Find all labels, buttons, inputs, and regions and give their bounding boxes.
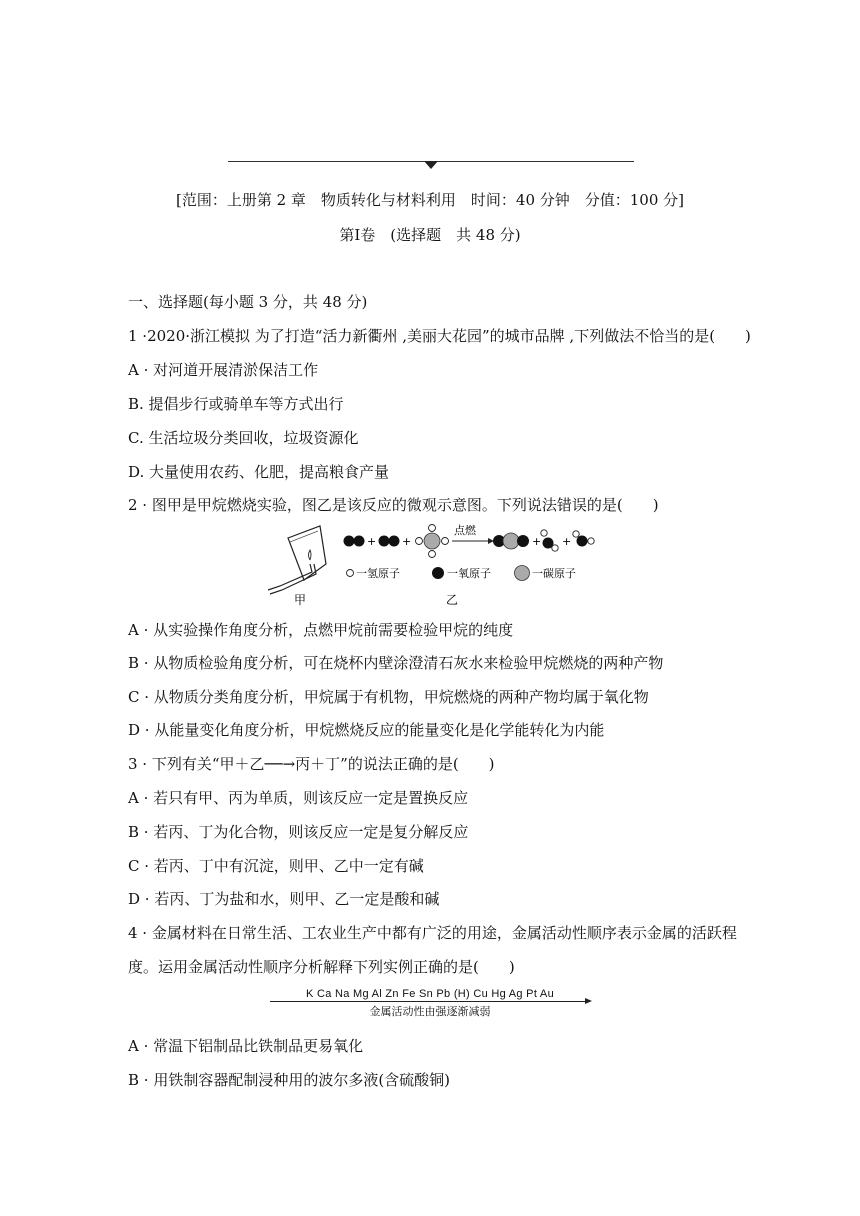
question-3-option-b: B · 若丙、丁为化合物，则该反应一定是复分解反应 (128, 823, 469, 841)
question-3-option-d: D · 若丙、丁为盐和水，则甲、乙一定是酸和碱 (128, 890, 440, 908)
figure-label-yi: 乙 (446, 593, 459, 607)
question-2-option-a: A · 从实验操作角度分析，点燃甲烷前需要检验甲烷的纯度 (128, 621, 514, 639)
activity-series-caption: 金属活动性由强逐渐减弱 (369, 1005, 491, 1018)
figure-label-jia: 甲 (294, 593, 307, 607)
question-4-option-b: B · 用铁制容器配制浸种用的波尔多液(含硫酸铜) (128, 1071, 451, 1089)
water-molecule-2 (573, 531, 594, 547)
section-title: 一、选择题(每小题 3 分，共 48 分) (128, 293, 368, 311)
question-3-stem: 3 · 下列有关“甲＋乙──→丙＋丁”的说法正确的是( ) (128, 755, 495, 773)
legend-carbon-marker (515, 566, 530, 581)
legend-carbon: 一碳原子 (532, 567, 576, 580)
question-2-option-b: B · 从物质检验角度分析，可在烧杯内壁涂澄清石灰水来检验甲烷燃烧的两种产物 (128, 654, 664, 672)
carbon-dioxide-molecule (493, 533, 529, 549)
oxygen-molecule-2 (379, 536, 400, 547)
plus-sign: + (532, 535, 542, 548)
oxygen-molecule-1 (344, 536, 365, 547)
legend-oxygen-marker (432, 567, 444, 579)
activity-series-metals: K Ca Na Mg Al Zn Fe Sn Pb (H) Cu Hg Ag Pt Au (306, 988, 554, 1000)
question-4-stem-line-1: 4 · 金属材料在日常生活、工农业生产中都有广泛的用途，金属活动性顺序表示金属的活跃程 (128, 924, 737, 942)
plus-sign: + (402, 535, 412, 548)
question-1-stem: 1 ·2020·浙江模拟 为了打造“活力新衢州 ,美丽大花园”的城市品牌 ,下列做法不恰当的是( ) (128, 327, 751, 345)
question-2-stem: 2 · 图甲是甲烷燃烧实验，图乙是该反应的微观示意图。下列说法错误的是( ) (128, 496, 659, 514)
beaker-illustration (268, 526, 326, 594)
legend-hydrogen: 一氢原子 (356, 567, 400, 580)
question-3-option-c: C · 若丙、丁中有沉淀，则甲、乙中一定有碱 (128, 857, 424, 875)
activity-series-arrow (270, 1001, 590, 1002)
question-1-option-d: D. 大量使用农药、化肥，提高粮食产量 (128, 463, 390, 481)
range-line: [范围：上册第 2 章 物质转化与材料利用 时间：40 分钟 分值：100 分] (175, 191, 685, 209)
legend-hydrogen-marker (347, 570, 354, 577)
question-1-option-c: C. 生活垃圾分类回收，垃圾资源化 (128, 429, 359, 447)
question-4-option-a: A · 常温下铝制品比铁制品更易氧化 (128, 1037, 364, 1055)
header-rule-marker (424, 161, 438, 169)
plus-sign: + (367, 535, 377, 548)
plus-sign: + (562, 535, 572, 548)
question-3-option-a: A · 若只有甲、丙为单质，则该反应一定是置换反应 (128, 789, 469, 807)
question-2-option-d: D · 从能量变化角度分析，甲烷燃烧反应的能量变化是化学能转化为内能 (128, 721, 605, 739)
metal-activity-series (270, 988, 590, 1019)
methane-combustion-figure (260, 520, 610, 612)
water-molecule-1 (541, 530, 558, 551)
legend-oxygen: 一氧原子 (447, 567, 491, 580)
volume-title: 第Ⅰ卷 (选择题 共 48 分) (339, 226, 521, 244)
methane-molecule (416, 525, 449, 558)
arrow-condition: 点燃 (454, 524, 476, 537)
question-1-option-a: A · 对河道开展清淤保洁工作 (128, 361, 319, 379)
figure-legend (347, 566, 577, 581)
question-4-stem-line-2: 度。运用金属活动性顺序分析解释下列实例正确的是( ) (128, 958, 515, 976)
question-2-option-c: C · 从物质分类角度分析，甲烷属于有机物，甲烷燃烧的两种产物均属于氧化物 (128, 688, 649, 706)
question-1-option-b: B. 提倡步行或骑单车等方式出行 (128, 395, 344, 413)
